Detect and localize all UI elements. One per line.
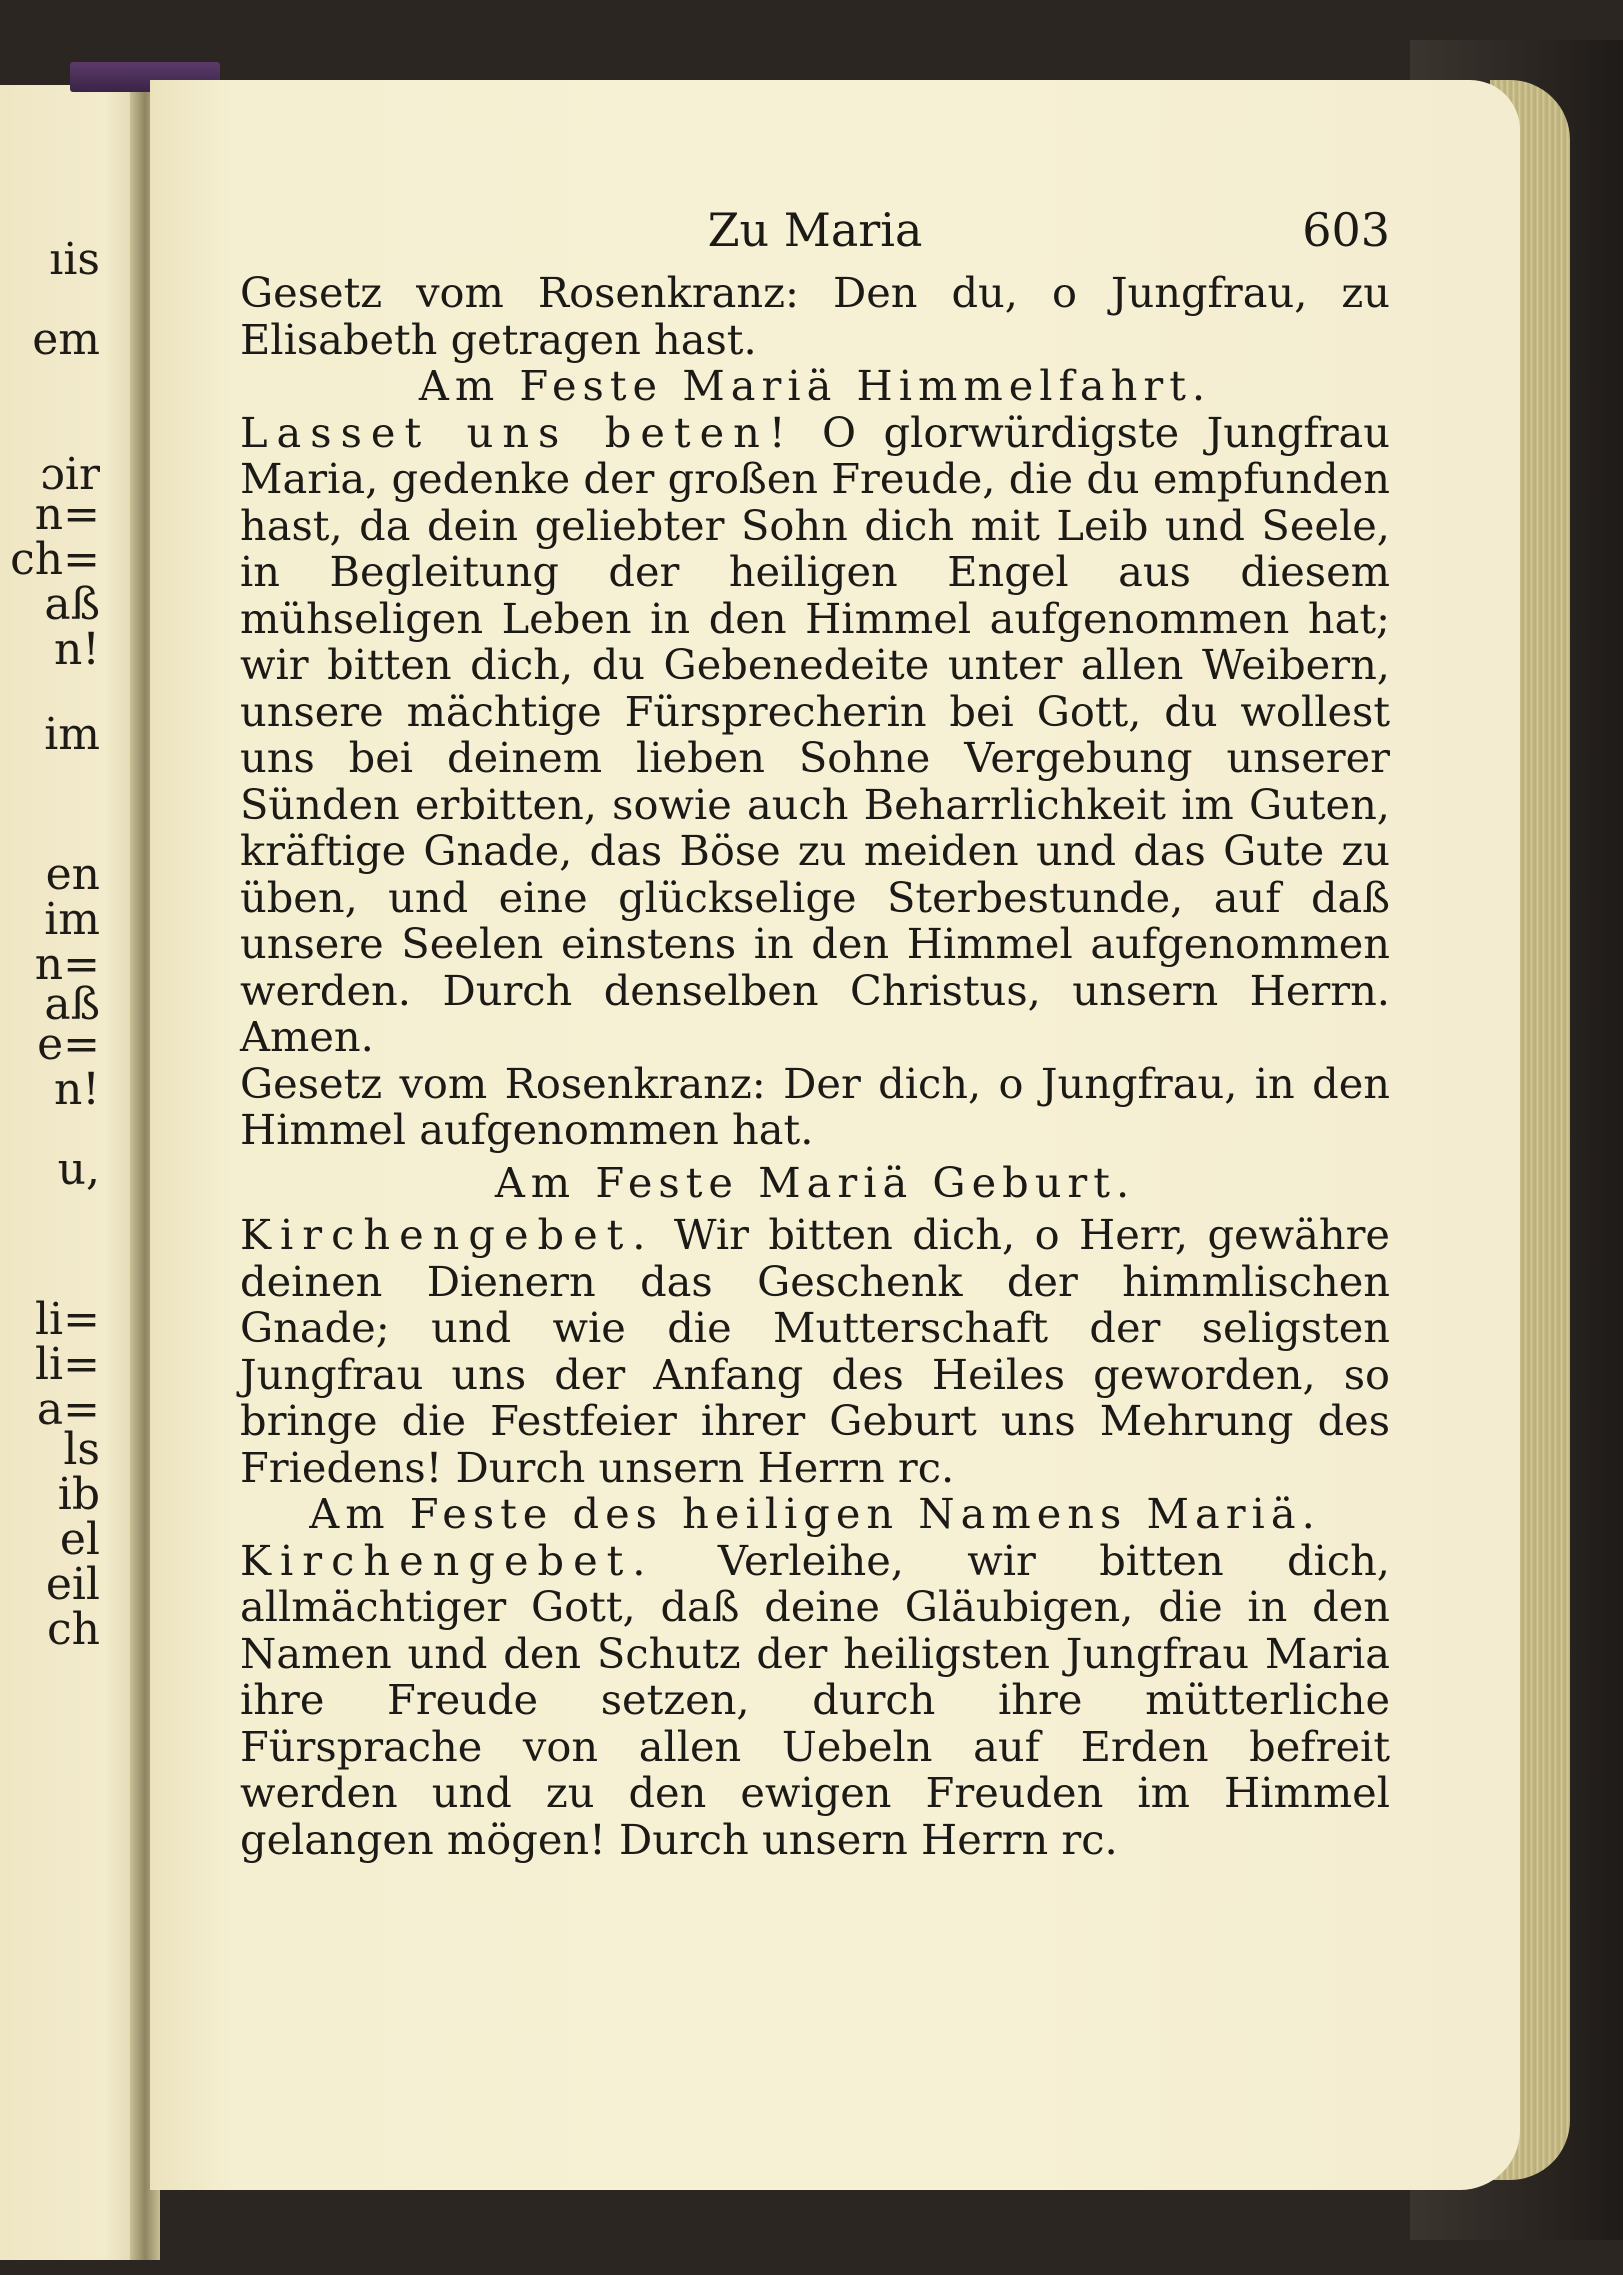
prayer-lead: Kirchengebet. [240, 1210, 655, 1259]
running-title: Zu Maria [707, 203, 923, 257]
left-margin-fragment: li= [34, 1340, 100, 1390]
prayer-lead: Lasset uns beten! [240, 407, 795, 457]
prayer-lead: Kirchengebet. [240, 1535, 655, 1585]
section-heading: Am Feste Mariä Geburt. [494, 1157, 1136, 1207]
left-margin-fragment: ıis [49, 235, 100, 285]
left-margin-fragment: eil [45, 1560, 100, 1610]
left-margin-fragment: aß [44, 580, 100, 630]
left-margin-fragment: em [32, 315, 100, 365]
page-content [240, 190, 1390, 1863]
left-margin-fragment: u, [57, 1145, 100, 1195]
left-margin-fragment: aß [44, 980, 100, 1030]
left-margin-fragment: ɔir [40, 450, 100, 500]
left-margin-fragment: im [44, 710, 100, 760]
prayer-text: Verleihe, wir bitten dich, allmächtiger Gott, daß deine Gläubigen, die in den Namen und den Schutz der heiligsten Jungfrau Maria ihre Freude setzen, durch ihre mütterliche Fürsprache von allen Uebeln auf Erden befreit werden und zu den ewigen Freuden im Himmel gelangen mögen! Durch unsern Herrn rc. [240, 1535, 1390, 1864]
left-margin-fragment: a= [36, 1385, 100, 1435]
rosary-decade-note: Gesetz vom Rosenkranz: Den du, o Jungfrau, zu Elisabeth getragen hast. [240, 268, 1390, 364]
left-margin-fragment: li= [34, 1295, 100, 1345]
left-margin-fragment: im [44, 895, 100, 945]
left-margin-fragment: en [45, 850, 100, 900]
left-margin-fragment: e= [37, 1020, 100, 1070]
prayer-paragraph [240, 407, 1390, 1061]
left-margin-fragment: ib [57, 1470, 100, 1520]
prayer-text: Wir bitten dich, o Herr, gewähre deinen Dienern das Geschenk der himmlischen Gnade; und wie die Mutterschaft der seligsten Jungfrau uns der Anfang des Heiles geworden, so bringe die Festfeier ihrer Geburt uns Mehrung des Friedens! Durch unsern Herrn rc. [240, 1210, 1390, 1492]
left-margin-fragment: el [59, 1515, 100, 1565]
left-margin-fragment: ls [63, 1425, 100, 1475]
left-margin-fragment: n! [53, 1065, 100, 1115]
left-margin-fragment: n= [34, 940, 100, 990]
prayer-text: O glorwürdigste Jungfrau Maria, gedenke der großen Freude, die du empfunden hast, da dein geliebter Sohn dich mit Leib und Seele, in Begleitung der heiligen Engel aus diesem mühseligen Leben in den Himmel aufgenommen hat; wir bitten dich, du Gebenedeite unter allen Weibern, unsere mächtige Fürsprecherin bei Gott, du wollest uns bei deinem lieben Sohne Vergebung unserer Sünden erbitten, sowie auch Beharrlichkeit im Guten, kräftige Gnade, das Böse zu meiden und das Gute zu üben, und eine glückselige Sterbestunde, auf daß unsere Seelen einstens in den Himmel aufgenommen werden. Durch denselben Christus, unsern Herrn. Amen. [240, 407, 1390, 1061]
section-heading: Am Feste des heiligen Namens Mariä. [309, 1489, 1321, 1538]
page-number: 603 [1302, 203, 1390, 257]
rosary-decade-note: Gesetz vom Rosenkranz: Der dich, o Jungfrau, in den Himmel aufgenommen hat. [240, 1058, 1390, 1154]
left-margin-fragment: n! [53, 625, 100, 675]
prayer-paragraph [240, 1212, 1390, 1491]
running-head [240, 190, 1390, 270]
prayer-paragraph [240, 1535, 1390, 1864]
section-heading: Am Feste Mariä Himmelfahrt. [418, 361, 1212, 410]
left-margin-fragment: ch= [10, 535, 100, 585]
left-margin-fragment: ch [47, 1605, 100, 1655]
left-page [0, 85, 150, 2260]
left-margin-fragment: n= [34, 490, 100, 540]
